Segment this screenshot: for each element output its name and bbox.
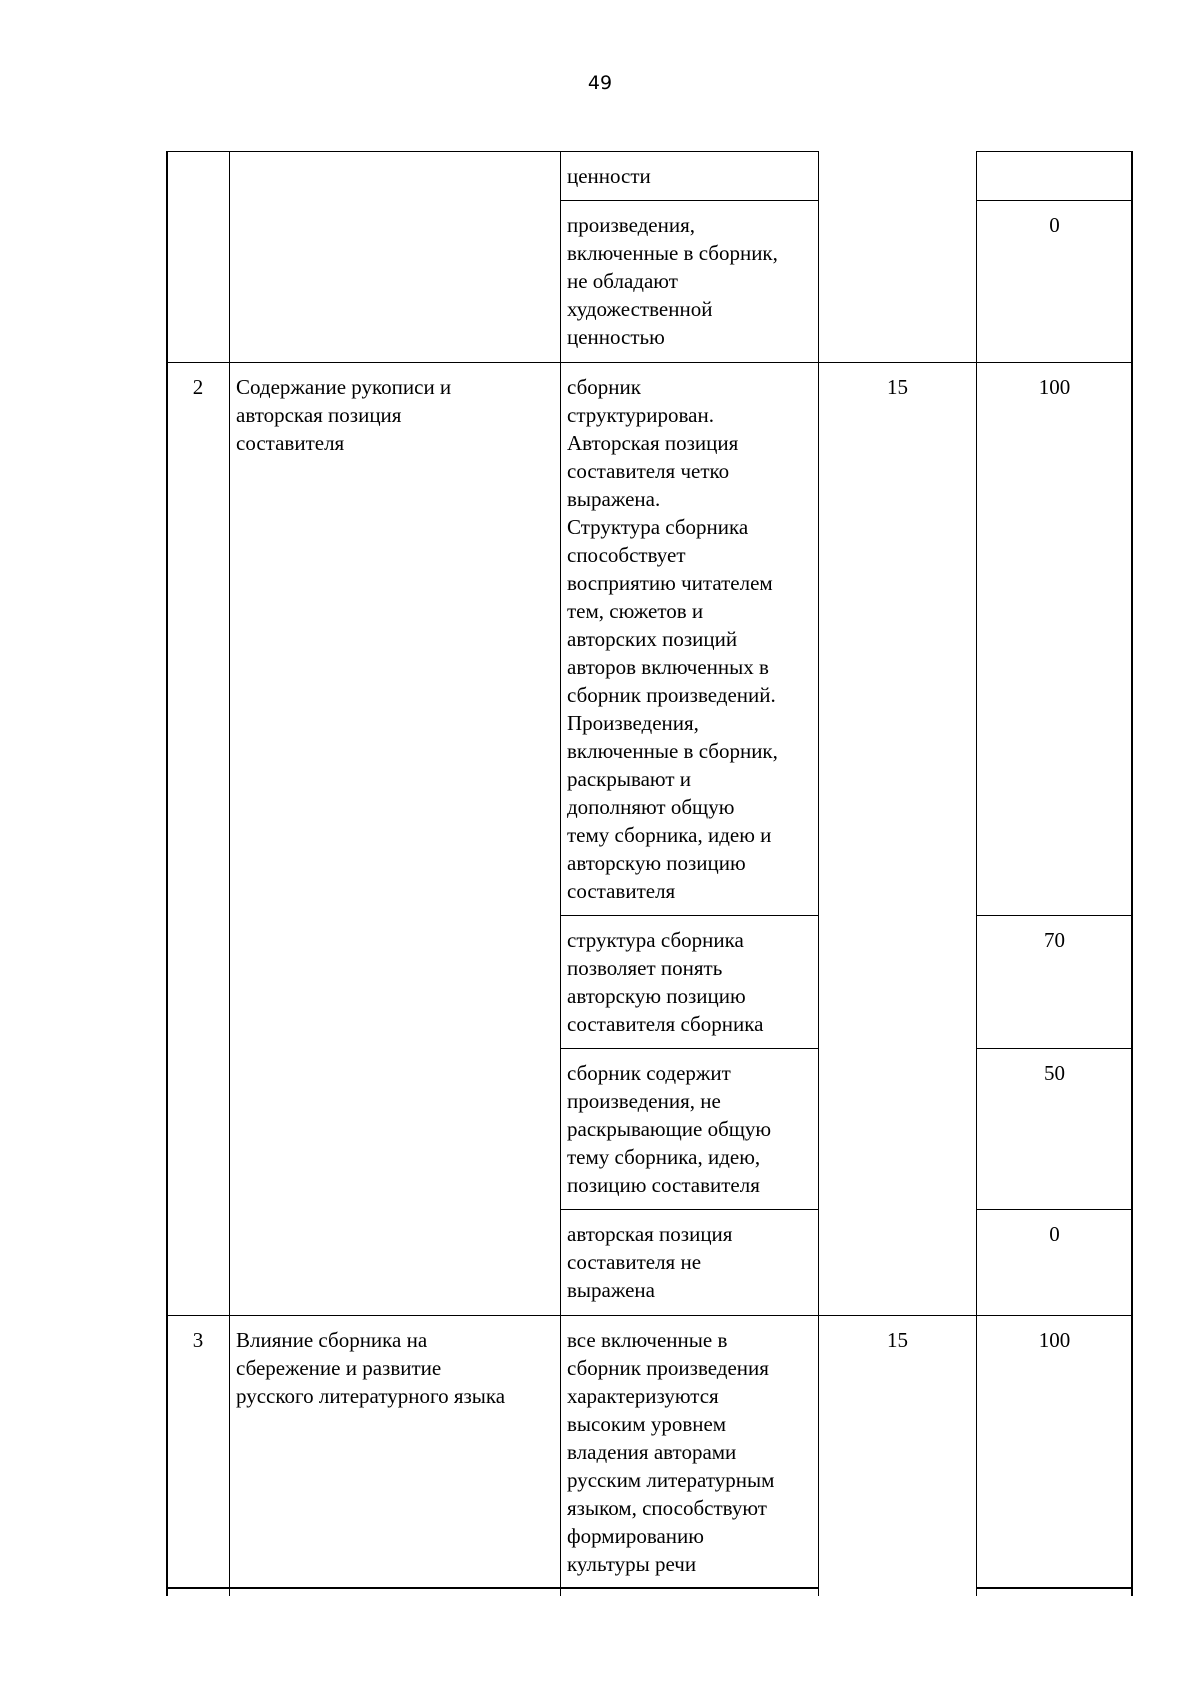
max-score: 15 <box>887 375 908 399</box>
separator-r2-c3-score <box>976 1209 1133 1210</box>
table-border-top <box>166 151 819 152</box>
max-score: 15 <box>887 1328 908 1352</box>
separator-r1-c1 <box>560 200 819 201</box>
table-border-left <box>166 151 168 1596</box>
table-divider-number <box>229 151 230 1596</box>
criterion-text: структура сборника позволяет понять авторскую позицию составителя сборника <box>567 928 764 1036</box>
table-divider-max <box>976 151 977 1596</box>
row-title: Содержание рукописи и авторская позиция составителя <box>236 375 452 455</box>
separator-row-2 <box>166 362 1133 363</box>
criterion-text: авторская позиция составителя не выражена <box>567 1222 733 1302</box>
table-border-bottom <box>166 1587 819 1589</box>
criterion-text: сборник структурирован. Авторская позиция составителя четко выражена. Структура сборника способствует восприятию читателем тем, сюжетов и авторских позиций авторов включенных в сборник произведений. Произведения, включенные в сборник, раскрывают и дополняют общую тему сборника, идею и авторскую позицию составителя <box>567 375 778 903</box>
separator-r1-c1-score <box>976 200 1133 201</box>
criterion-score: 70 <box>1044 928 1065 952</box>
table-border-right <box>1131 151 1133 1596</box>
separator-r2-c1 <box>560 915 819 916</box>
criterion-score: 100 <box>1038 1328 1071 1352</box>
row-number: 3 <box>192 1328 204 1352</box>
criterion-score: 0 <box>1049 213 1060 237</box>
criterion-text: произведения, включенные в сборник, не обладают художественной ценностью <box>567 213 778 349</box>
criterion-score: 0 <box>1049 1222 1060 1246</box>
table-divider-criteria <box>818 151 819 1596</box>
criterion-text: ценности <box>567 164 651 188</box>
table-border-bottom-score <box>976 1587 1133 1589</box>
criterion-score: 50 <box>1044 1061 1065 1085</box>
row-number: 2 <box>192 375 204 399</box>
page-number: 49 <box>587 72 613 94</box>
separator-r2-c2-score <box>976 1048 1133 1049</box>
separator-r2-c2 <box>560 1048 819 1049</box>
criterion-score: 100 <box>1038 375 1071 399</box>
table-divider-title <box>560 151 561 1596</box>
separator-row-3 <box>166 1315 1133 1316</box>
criterion-text: сборник содержит произведения, не раскрывающие общую тему сборника, идею, позицию составителя <box>567 1061 772 1197</box>
row-title: Влияние сборника на сбережение и развитие русского литературного языка <box>236 1328 506 1408</box>
separator-r2-c3 <box>560 1209 819 1210</box>
table-border-top-score <box>976 151 1133 152</box>
separator-r2-c1-score <box>976 915 1133 916</box>
criterion-text: все включенные в сборник произведения характеризуются высоким уровнем владения авторами русским литературным языком, способствуют формированию культуры речи <box>567 1328 775 1576</box>
